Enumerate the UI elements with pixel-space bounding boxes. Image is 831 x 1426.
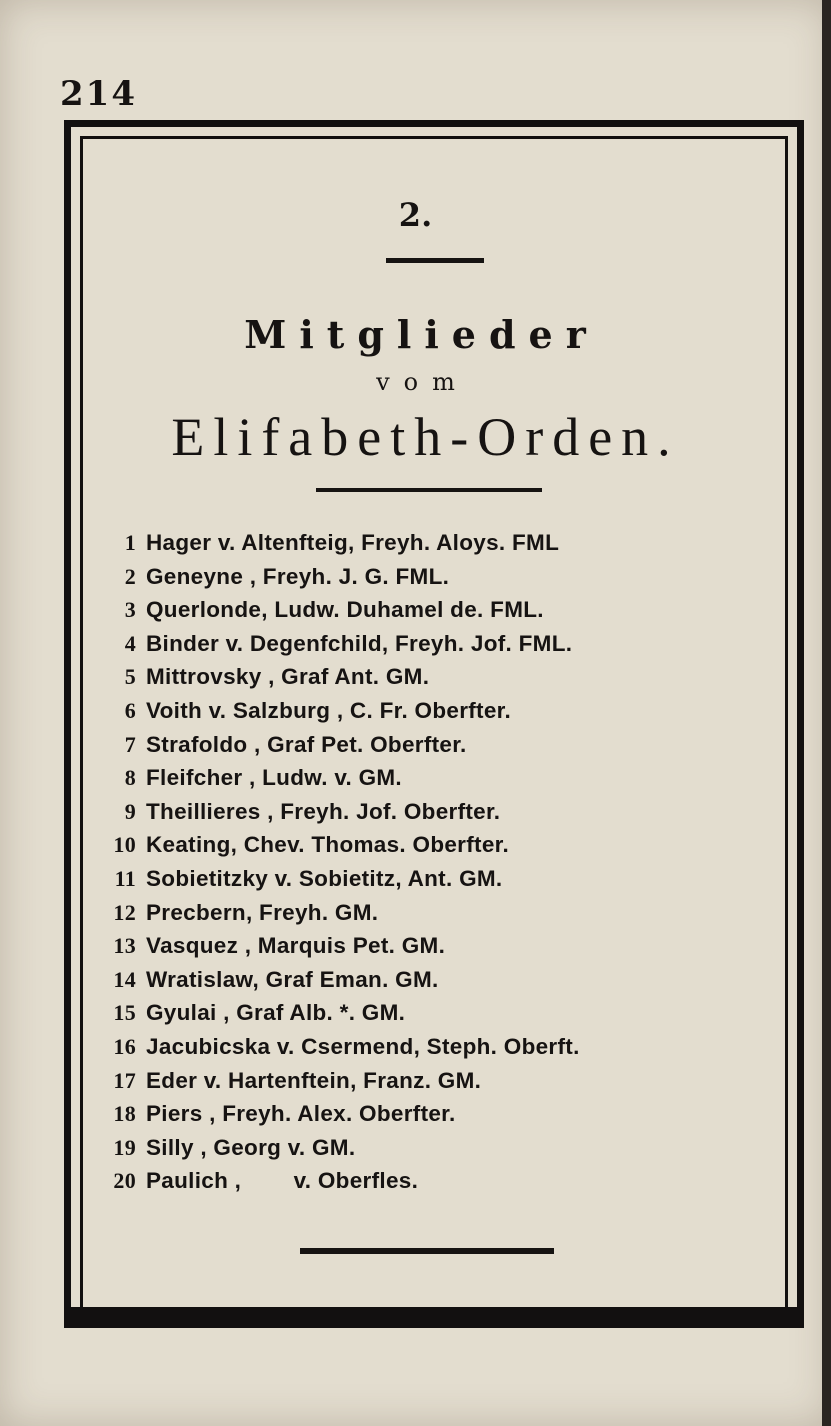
member-entry: Querlonde, Ludw. Duhamel de. FML. [146, 597, 544, 623]
list-item [96, 896, 776, 930]
member-number: 10 [113, 832, 136, 858]
member-number: 3 [124, 597, 136, 623]
list-item [96, 1030, 776, 1064]
member-number: 7 [124, 731, 136, 757]
member-entry: Paulich , v. Oberfles. [146, 1168, 419, 1194]
member-entry: Precbern, Freyh. GM. [146, 899, 379, 925]
section-divider [386, 258, 484, 263]
member-number: 20 [113, 1168, 136, 1194]
list-item [96, 1097, 776, 1131]
member-entry: Fleifcher , Ludw. v. GM. [146, 765, 402, 791]
list-item [96, 996, 776, 1030]
member-entry: Vasquez , Marquis Pet. GM. [146, 933, 446, 959]
list-item [96, 862, 776, 896]
closing-divider [300, 1248, 554, 1254]
list-item [96, 560, 776, 594]
member-entry: Theillieres , Freyh. Jof. Oberfter. [146, 798, 501, 824]
list-item [96, 694, 776, 728]
member-number: 4 [124, 630, 136, 656]
member-entry: Mittrovsky , Graf Ant. GM. [146, 664, 430, 690]
member-list [96, 526, 776, 1198]
member-entry: Silly , Georg v. GM. [146, 1134, 356, 1160]
member-number: 18 [113, 1101, 136, 1127]
list-item [96, 728, 776, 762]
member-number: 14 [113, 966, 136, 992]
heading-line-2: vom [376, 368, 469, 396]
member-number: 16 [113, 1033, 136, 1059]
list-item [96, 1164, 776, 1198]
heading-line-1: Mitglieder [244, 312, 599, 357]
list-item [96, 660, 776, 694]
section-number: 2. [398, 196, 433, 234]
list-item [96, 593, 776, 627]
member-number: 8 [124, 765, 136, 791]
member-entry: Strafoldo , Graf Pet. Oberfter. [146, 731, 467, 757]
member-number: 19 [113, 1134, 136, 1160]
member-entry: Gyulai , Graf Alb. *. GM. [146, 1000, 406, 1026]
member-entry: Binder v. Degenfchild, Freyh. Jof. FML. [146, 630, 573, 656]
list-item [96, 526, 776, 560]
member-entry: Piers , Freyh. Alex. Oberfter. [146, 1101, 456, 1127]
list-item [96, 929, 776, 963]
member-number: 6 [124, 697, 136, 723]
member-entry: Voith v. Salzburg , C. Fr. Oberfter. [146, 697, 512, 723]
member-number: 9 [124, 798, 136, 824]
member-number: 2 [124, 563, 136, 589]
member-entry: Geneyne , Freyh. J. G. FML. [146, 563, 450, 589]
member-number: 12 [113, 899, 136, 925]
list-item [96, 963, 776, 997]
list-item [96, 795, 776, 829]
member-entry: Hager v. Altenfteig, Freyh. Aloys. FML [146, 530, 560, 555]
member-number: 17 [113, 1067, 136, 1093]
list-item [96, 828, 776, 862]
member-entry: Keating, Chev. Thomas. Oberfter. [146, 832, 510, 858]
bottom-border-rule [64, 1307, 804, 1321]
member-number: 13 [113, 933, 136, 959]
list-item [96, 761, 776, 795]
member-number: 11 [114, 865, 136, 891]
member-number: 15 [113, 1000, 136, 1026]
member-entry: Jacubicska v. Csermend, Steph. Oberft. [146, 1033, 580, 1059]
member-entry: Eder v. Hartenftein, Franz. GM. [146, 1067, 482, 1093]
list-item [96, 1064, 776, 1098]
heading-line-3: Elifabeth-Orden. [171, 407, 680, 467]
member-number: 5 [124, 664, 136, 690]
member-number: 1 [124, 530, 136, 555]
list-item [96, 1131, 776, 1165]
list-item [96, 627, 776, 661]
page-number: 214 [60, 74, 137, 114]
member-entry: Sobietitzky v. Sobietitz, Ant. GM. [146, 865, 503, 891]
member-entry: Wratislaw, Graf Eman. GM. [146, 966, 439, 992]
heading-divider [316, 488, 542, 492]
